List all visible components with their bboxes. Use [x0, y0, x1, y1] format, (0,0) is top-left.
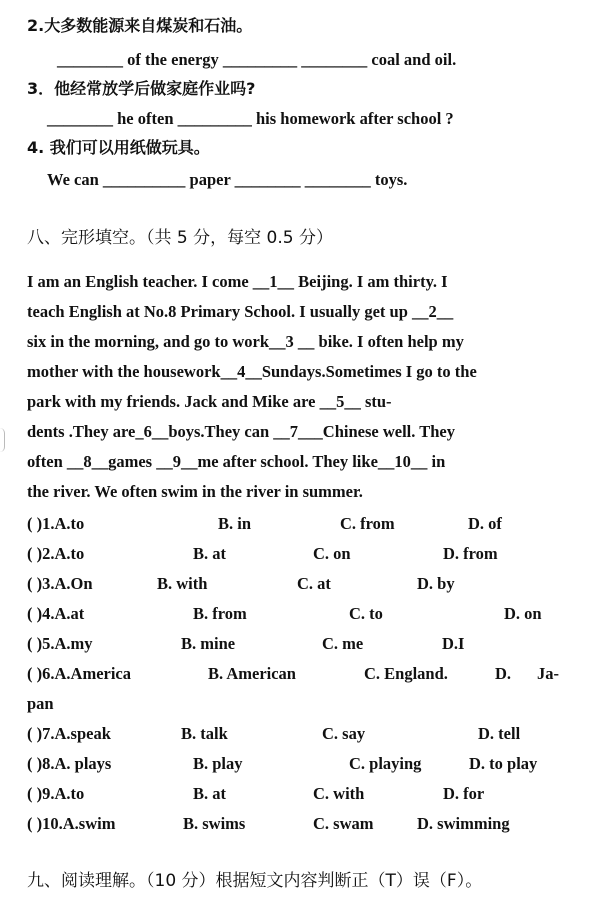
page-edge-tab [0, 428, 5, 452]
question-number-option-a: ( )6.A.America [27, 664, 131, 683]
passage-line: I am an English teacher. I come __1__ Beijing. I am thirty. I [27, 272, 448, 291]
question-number-option-a: ( )5.A.my [27, 634, 93, 653]
option-c: C. at [297, 574, 331, 593]
option-c: C. with [313, 784, 365, 803]
option-d: D. by [417, 574, 455, 593]
option-d-wrap: pan [27, 694, 54, 713]
option-c: C. England. [364, 664, 448, 683]
question-number-option-a: ( )9.A.to [27, 784, 85, 803]
option-c: C. say [322, 724, 366, 743]
passage-line: often __8__games __9__me after school. They like__10__ in [27, 452, 446, 471]
reading-heading: 九、阅读理解。（10 分）根据短文内容判断正（T）误（F）。 [27, 871, 483, 891]
option-d: D. for [443, 784, 485, 803]
question-number-option-a: ( )2.A.to [27, 544, 85, 563]
option-b: B. mine [181, 634, 236, 653]
option-d: D. [495, 664, 512, 683]
option-d: D.I [442, 634, 465, 653]
option-c: C. from [340, 514, 395, 533]
option-b: B. in [218, 514, 252, 533]
option-c: C. swam [313, 814, 374, 833]
option-c: C. me [322, 634, 364, 653]
option-d: D. to play [469, 754, 538, 773]
option-d: D. on [504, 604, 542, 623]
q2-prompt: 2.大多数能源来自煤炭和石油。 [27, 16, 253, 35]
q3-prompt: 3．他经常放学后做家庭作业吗? [27, 79, 256, 98]
question-number-option-a: ( )4.A.at [27, 604, 85, 623]
question-number-option-a: ( )3.A.On [27, 574, 93, 593]
question-number-option-a: ( )8.A. plays [27, 754, 112, 773]
option-d-continued: Ja- [537, 664, 559, 683]
q3-answer-line: ________ he often _________ his homework after school ? [47, 109, 454, 128]
option-c: C. on [313, 544, 351, 563]
passage-line: mother with the housework__4__Sundays.Sometimes I go to the [27, 362, 477, 381]
option-b: B. play [193, 754, 243, 773]
option-c: C. to [349, 604, 383, 623]
passage-line: the river. We often swim in the river in summer. [27, 482, 363, 501]
passage-line: dents .They are_6__boys.They can __7___Chinese well. They [27, 422, 455, 441]
option-b: B. with [157, 574, 208, 593]
passage-line: park with my friends. Jack and Mike are __5__ stu- [27, 392, 392, 411]
option-d: D. tell [478, 724, 521, 743]
q2-answer-line: ________ of the energy _________ ________ coal and oil. [57, 50, 457, 69]
question-number-option-a: ( )7.A.speak [27, 724, 111, 743]
option-c: C. playing [349, 754, 422, 773]
option-b: B. American [208, 664, 296, 683]
option-b: B. at [193, 544, 226, 563]
passage-line: six in the morning, and go to work__3 __ bike. I often help my [27, 332, 464, 351]
option-b: B. at [193, 784, 226, 803]
option-b: B. from [193, 604, 247, 623]
option-b: B. swims [183, 814, 246, 833]
cloze-heading: 八、完形填空。（共 5 分，每空 0.5 分） [27, 228, 333, 248]
passage-line: teach English at No.8 Primary School. I usually get up __2__ [27, 302, 454, 321]
question-number-option-a: ( )1.A.to [27, 514, 85, 533]
option-b: B. talk [181, 724, 228, 743]
question-number-option-a: ( )10.A.swim [27, 814, 116, 833]
option-d: D. from [443, 544, 498, 563]
q4-answer-line: We can __________ paper ________ ________ toys. [47, 170, 408, 189]
option-d: D. of [468, 514, 502, 533]
q4-prompt: 4. 我们可以用纸做玩具。 [27, 138, 210, 157]
option-d: D. swimming [417, 814, 510, 833]
